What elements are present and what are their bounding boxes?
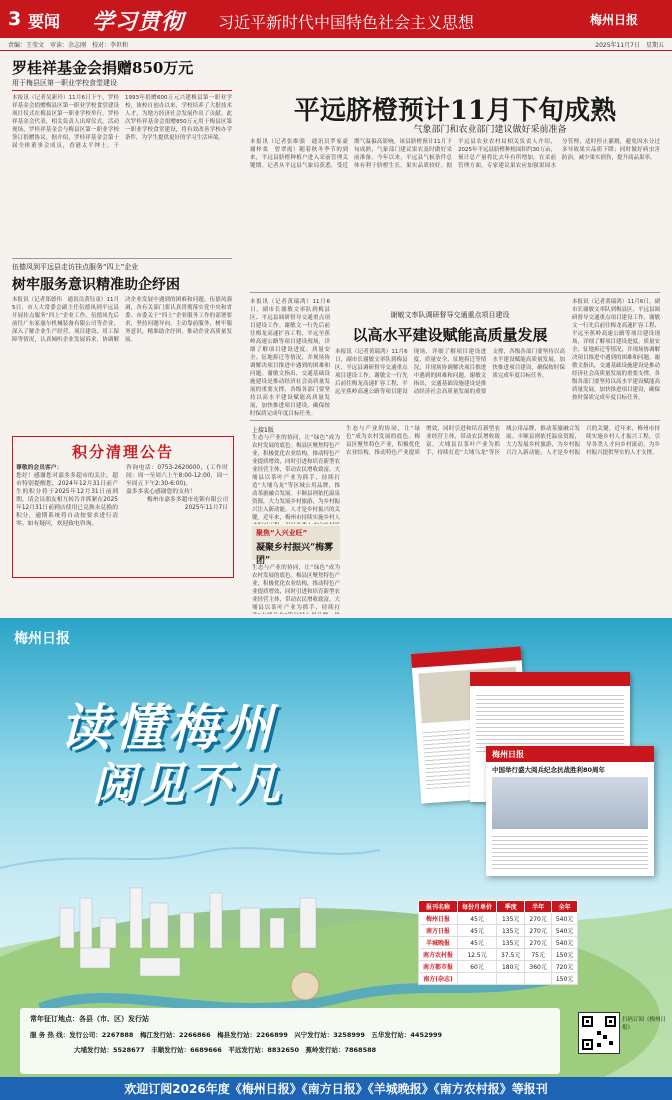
mock-text (476, 692, 624, 752)
mock-masthead: 梅州日报 (486, 746, 654, 762)
article1-body: 本报讯（记者吴新玲）11月6日下午，罗桂祥基金会捐赠梅县区第一职业学校食堂建设项目仪式在梅县区第一职业学校举行。罗桂祥基金会代表，相关负责人出席仪式。活动现场，罗桂祥基金会与梅县区第一职业学校签订捐赠协议。据介绍，罗桂祥基金会第十届全体董事会成员，香港太平绅士。于1993年捐赠600万元兴建梅县第一职业学校，该校自创办以来，学校培养了大批技术人才，为地方经济社会发展作出了贡献。此次罗桂祥基金会捐赠850万元用于梅县区第一职业学校食堂建设，将有效改善学校办学条件，为学生提供更好的学习生活环境。 (12, 95, 232, 149)
newspaper-mock-3 (486, 746, 654, 876)
cell: 60元 (458, 961, 497, 973)
article2-body: 本报讯（记者郑德伟 通讯员黄钰童）11月5日，市人大常委会副主任伍德凤到平远县开展挂点服务“四上”企业工作。伍德凤先后前往广东家惠尔机械装备有限公司等企业，深入了解企业生产经营、项目建设、用工保障等情况，认真倾听企业发展诉求，协调解决企业发展中遇到的困难和问题。伍德凤强调，各有关部门要认真贯彻落实党中央和省委、市委关于“四上”企业服务工作的部署要求，坚持问题导向，主动靠前服务，树牢服务意识，精准助企纾困，推动企业高质量发展。 (12, 297, 232, 343)
ad-bottom-banner: 欢迎订阅2026年度《梅州日报》《南方日报》《羊城晚报》《南方农村报》等报刊 (124, 1082, 548, 1096)
article1-subtitle: 用于梅县区第一职业学校食堂建设 (12, 79, 117, 87)
qr-label: 扫码订阅《梅州日报》 (622, 1017, 667, 1031)
divider (250, 292, 660, 293)
cell: 180元 (497, 961, 525, 973)
cell: 150元 (551, 949, 577, 961)
article3-subtitle: 气象部门和农业部门建议做好采前准备 (413, 125, 567, 135)
table-row (419, 913, 578, 925)
slogan-text: 习近平新时代中国特色社会主义思想 (218, 13, 475, 32)
cell: 270元 (525, 937, 551, 949)
cell: 540元 (551, 913, 577, 925)
cell (497, 973, 525, 985)
notice-company: 梅州市嘉多多超市连锁有限公司 (146, 497, 228, 503)
cell: 45元 (458, 937, 497, 949)
divider (12, 258, 232, 259)
cell: 540元 (551, 925, 577, 937)
price-table-header (419, 901, 578, 913)
cell: 南方都市报 (419, 961, 458, 973)
ad-title-line1: 读懂梅州 (60, 698, 276, 757)
article2-headline: 树牢服务意识精准助企纾困 (12, 277, 180, 293)
col-header: 报刊名称 (419, 901, 458, 913)
contact-title: 常年征订地点：各县（市、区）发行站 (30, 1015, 149, 1023)
mock-photo (492, 777, 648, 829)
notice-text: 您好！感谢您对嘉多多超市的关注，超市特别提醒您，2024年12月31日前产生的积分将于2025年12月31日前到期，请会员朋友相互转告并抓紧在2025年12月31日前到店使用已兑换未兑换的积分，逾期系统将自动按要求进行清零。如有疑问，欢迎致电咨询。 (16, 473, 118, 527)
cell: 南方(杂志) (419, 973, 458, 985)
article4-body-mid: 本报讯（记者黄瑞鸿）11月6日，副市长谢敏文率队到梅县区、平远县调研督导交通重点项目建设工作。谢敏文一行先后前往梅龙高速扩容工程、平远至蕉岭高速公路等项目建设现场，详细了解项目建设进度、质量安全、征地拆迁等情况，并现场协调解决项目推进中遇到的困难和问题。谢敏文指出，交通基础设施建设是推动经济社会高质量发展的重要支撑，各级各部门要坚持以高水平建设赋能高质量发展，加快推进项目建设，确保按时保质完成年度目标任务。 (335, 349, 565, 395)
cell: 45元 (458, 913, 497, 925)
article5-title: 凝聚乡村振兴“梅雾团” (256, 543, 334, 566)
contact-line: 服 务 热 线：发行公司：2267888 梅江发行站：2266866 梅县发行站：2266899 兴宁发行站：3258999 五华发行站：4452999 (30, 1031, 443, 1039)
cell: 720元 (551, 961, 577, 973)
notice-title: 积分清理公告 (71, 443, 174, 461)
cell: 150元 (551, 973, 577, 985)
article5-caption: 上接1版 (252, 427, 274, 434)
price-table-container (418, 900, 578, 985)
notice-thanks: 嘉多多衷心感谢您的支持！ (126, 489, 196, 495)
article4-title: 以高水平建设赋能高质量发展 (352, 326, 548, 344)
mock-headline: 中国举行盛大阅兵纪念抗战胜利80周年 (492, 766, 606, 774)
cell: 75元 (525, 949, 551, 961)
article4-body-right: 本报讯（记者黄瑞鸿）11月6日，副市长谢敏文率队到梅县区、平远县调研督导交通重点项目建设工作。谢敏文一行先后前往梅龙高速扩容工程、平远至蕉岭高速公路等项目建设现场，详细了解项目建设进度、质量安全、征地拆迁等情况，并现场协调解决项目推进中遇到的困难和问题。谢敏文指出，交通基础设施建设是推动经济社会高质量发展的重要支撑，各级各部门要坚持以高水平建设赋能高质量发展，加快推进项目建设，确保按时保质完成年度目标任务。 (572, 299, 660, 401)
contact-panel (20, 1008, 560, 1074)
table-row (419, 961, 578, 973)
article5-heading-box (252, 526, 340, 566)
article5-kicker: 聚焦“入兴业旺” (256, 529, 308, 537)
ad-title-line2: 阅见不凡 (92, 759, 284, 810)
article3-title: 平远脐橙预计11月下旬成熟 (293, 96, 617, 126)
cell: 羊城晚报 (419, 937, 458, 949)
meta-bar (0, 38, 672, 51)
cell: 南方农村报 (419, 949, 458, 961)
section-name: 要闻 (28, 12, 61, 31)
cell: 270元 (525, 913, 551, 925)
cell: 135元 (497, 913, 525, 925)
col-header: 半年 (525, 901, 551, 913)
cell: 135元 (497, 925, 525, 937)
article5-body-top: 生态与产业的协同，让“绿色”成为农村发展的底色。梅县区聚焦特色产业，积极优化农业结构，推动特色产业提质增效，同时引进和培育新型农业经营主体，带动农民增收致富。大埔县以茶叶产业为抓手，持续打造“大埔乌龙”等区域公用品牌，推动茶旅融合发展。丰顺县则依托温泉资源，大力发展乡村旅游，为乡村振兴注入新动能。人才是乡村振兴的关键。近年来，梅州市持续实施乡村人 (252, 435, 340, 521)
notice-phone: 咨询电话：0753-2620000，(工作时间：周一至周六上午8:00-12:00，周一至周五下午2:30-6:00)。 (126, 465, 228, 487)
editor-credits: 责编：王莹文 审读：余志刚 校对：李世和 (8, 42, 129, 49)
paper-logo: 梅州日报 (590, 13, 639, 27)
cell: 270元 (525, 925, 551, 937)
price-table (418, 900, 578, 985)
col-header: 季度 (497, 901, 525, 913)
divider (12, 90, 232, 91)
table-row (419, 937, 578, 949)
cell (525, 973, 551, 985)
article4-body-left: 本报讯（记者黄瑞鸿）11月6日，副市长谢敏文率队到梅县区、平远县调研督导交通重点项目建设工作。谢敏文一行先后前往梅龙高速扩容工程、平远至蕉岭高速公路等项目建设现场，详细了解项目建设进度、质量安全、征地拆迁等情况，并现场协调解决项目推进中遇到的困难和问题。谢敏文指出，交通基础设施建设是推动经济社会高质量发展的重要支撑，各级各部门要坚持以高水平建设赋能高质量发展，加快推进项目建设，确保按时保质完成年度目标任务。 (250, 299, 330, 417)
article1-title: 罗桂祥基金会捐赠850万元 (12, 59, 194, 77)
notice-greeting: 尊敬的会员客户： (16, 465, 63, 471)
notice-body (16, 464, 228, 572)
issue-date: 2025年11月7日 星期五 (595, 42, 664, 49)
notice-date: 2025年11月7日 (184, 505, 228, 511)
qr-code[interactable] (578, 1012, 620, 1054)
divider (250, 420, 660, 421)
col-header: 每份月单价 (458, 901, 497, 913)
cell: 540元 (551, 937, 577, 949)
cell: 南方日报 (419, 925, 458, 937)
col-header: 全年 (551, 901, 577, 913)
article3-body: 本报讯（记者张维强 通讯员罗家豪 谢梓柔 曾翠霞）随着秋冬季节的到来，平远县脐橙种植户进入采前管理关键期。记者从平远县气象局获悉，受近期气温偏高影响，该县脐橙预计11月下旬成熟，气象部门建议果农及时做好采前准备。今年以来，平远县气候条件总体有利于脐橙生长，果实品质较好。据平远县农业农村局相关负责人介绍，2025年平远县脐橙种植面积约30万亩，预计总产量将比去年有所增加。在采前管理方面，专家建议果农应加强果园水分管理，适时停止灌溉，避免因水分过多导致果实品质下降；同时做好病虫害防治，减少果实损伤，提升商品果率。 (250, 139, 660, 169)
article5-body-main: 生态与产业的协同，让“绿色”成为农村发展的底色。梅县区聚焦特色产业，积极优化农业结构，推动特色产业提质增效，同时引进和培育新型农业经营主体，带动农民增收致富。大埔县以茶叶产业为抓手，持续打造“大埔乌龙”等区域公用品牌，推动茶旅融合发展。丰顺县则依托温泉资源，大力发展乡村旅游，为乡村振兴注入新动能。人才是乡村振兴的关键。近年来，梅州市持续实施乡村人才振兴工程，引导各类人才向乡村流动，为乡村振兴提供坚实的人才支撑。 (346, 426, 660, 456)
table-row (419, 949, 578, 961)
article5-body-bottom: 生态与产业的协同，让“绿色”成为农村发展的底色。梅县区聚焦特色产业，积极优化农业结构，推动特色产业提质增效，同时引进和培育新型农业经营主体，带动农民增收致富。大埔县以茶叶产业为抓手，持续打 (252, 565, 340, 611)
contact-line: 大埔发行站：5528677 丰顺发行站：6689666 平远发行站：8832650 蕉岭发行站：7868588 (74, 1046, 377, 1054)
qr-code-icon (579, 1013, 619, 1053)
article4-kicker: 谢敏文率队调研督导交通重点项目建设 (390, 311, 510, 319)
slogan-script: 学习贯彻 (92, 9, 185, 35)
cell: 梅州日报 (419, 913, 458, 925)
cell: 360元 (525, 961, 551, 973)
mock-header (470, 672, 630, 686)
cell: 45元 (458, 925, 497, 937)
page-number: 3 (8, 8, 22, 30)
ad-logo: 梅州日报 (14, 631, 70, 647)
table-row (419, 973, 578, 985)
cell (458, 973, 497, 985)
cell: 37.5元 (497, 949, 525, 961)
table-row (419, 925, 578, 937)
mock-text (492, 833, 648, 869)
cell: 135元 (497, 937, 525, 949)
cell: 12.5元 (458, 949, 497, 961)
article2-kicker: 伍德凤到平远县走访挂点服务“四上”企业 (12, 263, 139, 271)
